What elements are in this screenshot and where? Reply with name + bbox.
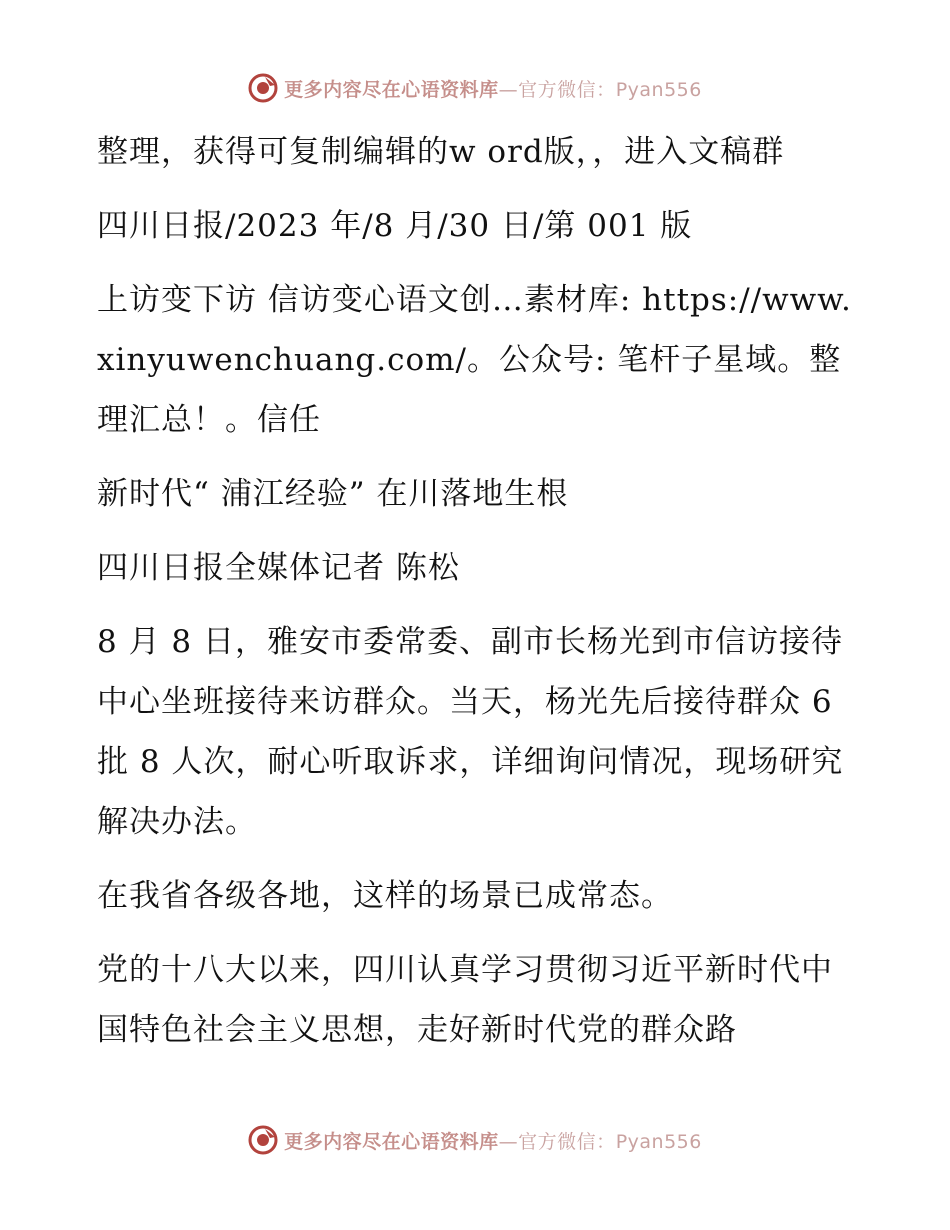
paragraph-intro-note: 整理，获得可复制编辑的w ord版，，进入文稿群 [97,134,785,170]
paragraph-subtitle-notice: 上访变下访 信访变心语文创…素材库: https://www.xinyuwenchuang.com/。公众号: 笔杆子星域。整理汇总！。信任 [97,282,852,438]
watermark-official: 官方微信： [518,1130,616,1153]
footer-watermark [0,1122,950,1158]
watermark-brand: 更多内容尽在心语资料库 [284,1130,499,1153]
brand-logo-icon [248,1125,278,1155]
document-body [97,122,857,1074]
paragraph-source-line: 四川日报/2023 年/8 月/30 日/第 001 版 [97,208,693,244]
watermark-official: 官方微信： [518,78,616,101]
watermark-wechat: Pyan556 [615,78,702,101]
paragraph-body-3: 党的十八大以来，四川认真学习贯彻习近平新时代中国特色社会主义思想，走好新时代党的群众路 [97,952,833,1048]
watermark-brand: 更多内容尽在心语资料库 [284,78,499,101]
header-watermark [0,70,950,106]
watermark-text [284,1127,702,1154]
watermark-separator: — [498,1130,519,1153]
watermark-wechat: Pyan556 [615,1130,702,1153]
brand-logo-icon [248,73,278,103]
paragraph-body-2: 在我省各级各地，这样的场景已成常态。 [97,878,673,914]
paragraph-body-1: 8 月 8 日，雅安市委常委、副市长杨光到市信访接待中心坐班接待来访群众。当天，杨光先后接待群众 6 批 8 人次，耐心听取诉求，详细询问情况，现场研究解决办法。 [97,624,844,840]
article-title: 新时代“ 浦江经验” 在川落地生根 [97,476,569,512]
watermark-separator: — [498,78,519,101]
watermark-text [284,75,702,102]
article-byline: 四川日报全媒体记者 陈松 [97,550,460,586]
